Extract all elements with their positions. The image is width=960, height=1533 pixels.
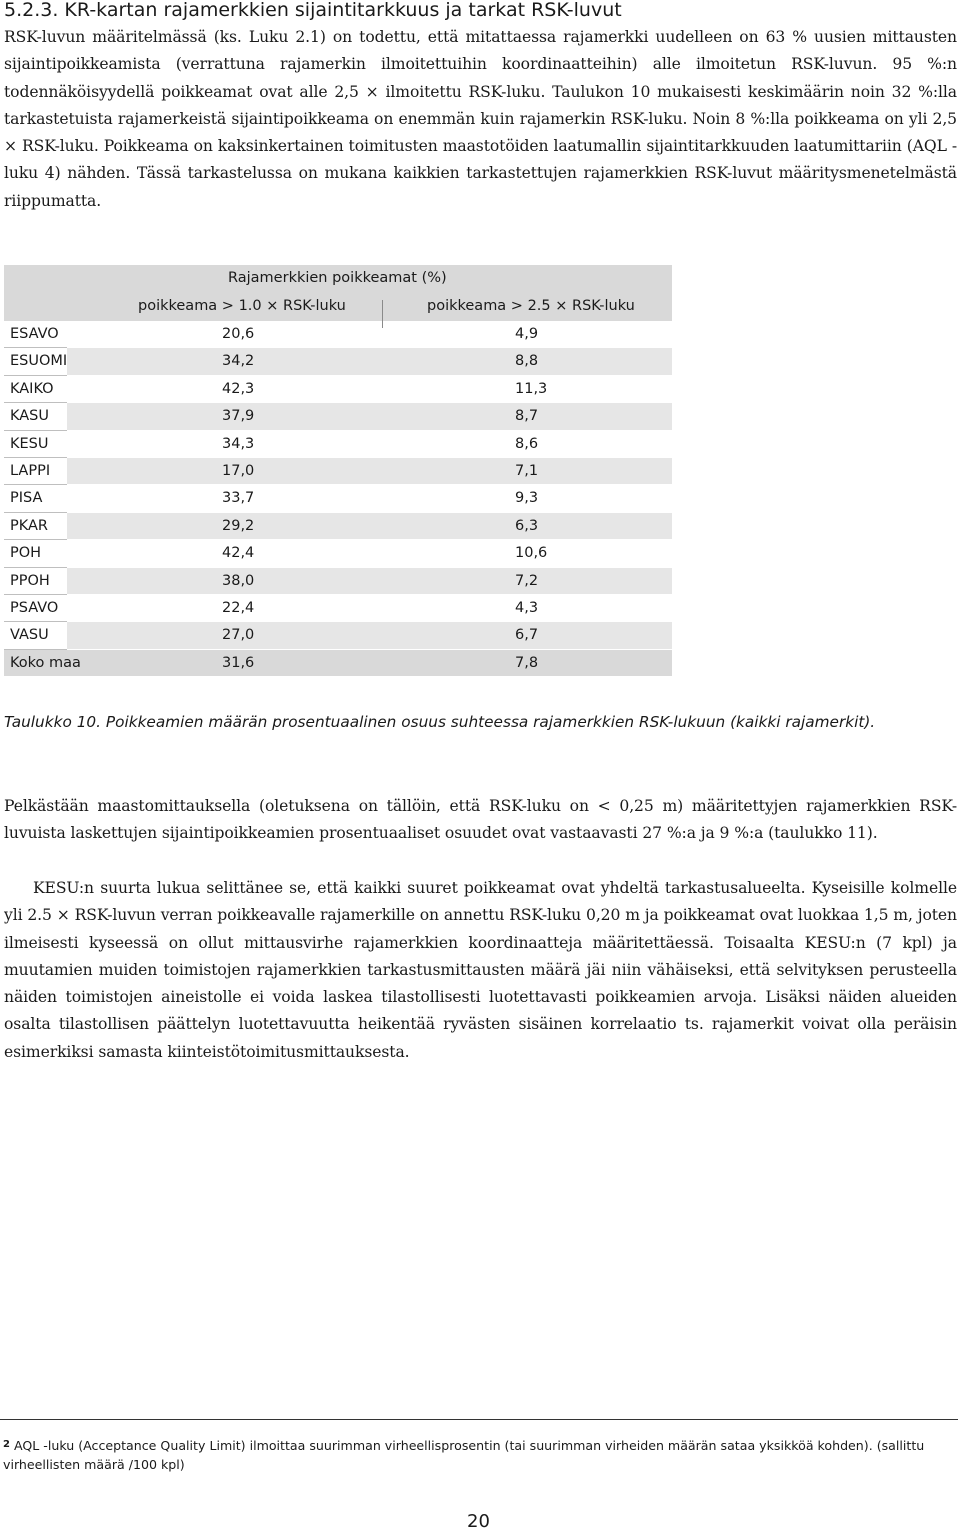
cell-value-2: 7,2 xyxy=(515,572,539,589)
cell-value-2: 11,3 xyxy=(515,380,548,397)
table-row xyxy=(4,321,672,348)
row-background xyxy=(67,595,672,621)
cell-value-1: 22,4 xyxy=(222,599,255,616)
row-background xyxy=(67,513,672,539)
body-paragraph-2: Pelkästään maastomittauksella (oletuksena on tällöin, että RSK-luku on < 0,25 m) määritettyjen rajamerkkien RSK-luvuista laskettujen sijaintipoikkeamien prosentuaaliset osuudet ovat vastaavasti 27 %:a ja 9 %:a (taulukko 11). xyxy=(4,797,957,843)
cell-value-2: 8,7 xyxy=(515,408,539,425)
cell-value-2: 6,7 xyxy=(515,627,539,644)
footnote-divider xyxy=(0,1419,958,1420)
table-group-header-row xyxy=(4,265,672,294)
row-background xyxy=(67,458,672,484)
row-label: PPOH xyxy=(10,572,50,589)
footnote-text: AQL -luku (Acceptance Quality Limit) ilmoittaa suurimman virheellisprosentin (tai suurimman virheiden määrän sataa yksikköä kohden). (sallittu virheellisten määrä /100 kpl) xyxy=(3,1438,925,1472)
row-background xyxy=(67,540,672,566)
cell-value-2: 7,8 xyxy=(515,654,539,671)
row-label: KAIKO xyxy=(10,380,54,397)
table-row xyxy=(4,513,672,540)
row-label: ESAVO xyxy=(10,326,59,342)
cell-value-1: 37,9 xyxy=(222,408,255,425)
row-label: KASU xyxy=(10,408,49,425)
row-label: PISA xyxy=(10,490,43,507)
row-label: PKAR xyxy=(10,517,48,534)
table-group-header: Rajamerkkien poikkeamat (%) xyxy=(228,270,447,286)
cell-value-2: 8,8 xyxy=(515,353,539,370)
page-number: 20 xyxy=(467,1511,490,1532)
footnote-mark: 2 xyxy=(3,1439,10,1450)
row-label: VASU xyxy=(10,627,49,644)
cell-value-1: 29,2 xyxy=(222,517,255,534)
table-row xyxy=(4,458,672,485)
row-background xyxy=(67,485,672,511)
table-row xyxy=(4,431,672,458)
body-paragraph-3: KESU:n suurta lukua selittänee se, että kaikki suuret poikkeamat ovat yhdeltä tarkastusalueelta. Kyseisille kolmelle yli 2.5 × RSK-luvun verran poikkeavalle rajamerkille on annettu RSK-luku 0,20 m ja poikkeamat ovat luokkaa 1,5 m, joten ilmeisesti kyseessä on ollut mittausvirhe rajamerkkien koordinaatteja määritettäessä. Toisaalta KESU:n (7 kpl) ja muutamien muiden toimistojen rajamerkkien tarkastusmittausten määrä jäi niin vähäiseksi, että selvityksen perusteella näiden toimistojen aineistolle ei voida laskea tilastollisesti luotettavasti poikkeamien arvoja. Lisäksi näiden alueiden osalta tilastollisen päättelyn luotettavuutta heikentää ryvästen sisäinen korrelaatio ts. rajamerkit voivat olla peräisin esimerkiksi samasta kiinteistötoimitusmittauksesta. xyxy=(4,879,957,1061)
cell-value-1: 17,0 xyxy=(222,462,255,479)
row-background xyxy=(67,403,672,429)
row-label: PSAVO xyxy=(10,599,59,616)
table-row xyxy=(4,348,672,375)
row-background xyxy=(67,568,672,594)
cell-value-1: 34,3 xyxy=(222,435,255,452)
cell-value-1: 42,4 xyxy=(222,545,255,562)
footnote xyxy=(3,1435,953,1474)
deviation-table xyxy=(4,265,672,677)
cell-value-2: 9,3 xyxy=(515,490,539,507)
table-total-row xyxy=(4,650,672,677)
cell-value-2: 4,9 xyxy=(515,326,539,342)
cell-value-1: 27,0 xyxy=(222,627,255,644)
row-background xyxy=(67,321,672,347)
row-label: POH xyxy=(10,545,42,562)
section-heading: 5.2.3. KR-kartan rajamerkkien sijaintitarkkuus ja tarkat RSK-luvut xyxy=(4,0,622,21)
cell-value-1: 20,6 xyxy=(222,326,255,342)
table-caption: Taulukko 10. Poikkeamien määrän prosentuaalinen osuus suhteessa rajamerkkien RSK-lukuun (kaikki rajamerkit). xyxy=(4,713,876,731)
table-row xyxy=(4,376,672,403)
column-header-2: poikkeama > 2.5 × RSK-luku xyxy=(427,298,635,314)
table-body xyxy=(4,321,672,677)
row-label: Koko maa xyxy=(10,654,81,671)
table-row xyxy=(4,485,672,512)
cell-value-1: 33,7 xyxy=(222,490,255,507)
cell-value-2: 4,3 xyxy=(515,599,539,616)
row-background xyxy=(67,348,672,374)
cell-value-2: 6,3 xyxy=(515,517,539,534)
table-row xyxy=(4,540,672,567)
row-label: ESUOMI xyxy=(10,353,68,370)
row-label: LAPPI xyxy=(10,462,51,479)
cell-value-2: 8,6 xyxy=(515,435,539,452)
body-paragraph-1: RSK-luvun määritelmässä (ks. Luku 2.1) on todettu, että mitattaessa rajamerkki uudelleen on 63 % uusien mittausten sijaintipoikkeamista (verrattuna rajamerkin ilmoitettuihin koordinaatteihin) alle ilmoitetun RSK-luvun. 95 %:n todennäköisyydellä poikkeamat ovat alle 2,5 × ilmoitettu RSK-luku. Taulukon 10 mukaisesti keskimäärin noin 32 %:lla tarkastetuista rajamerkeistä sijaintipoikkeama on enemmän kuin rajamerkin RSK-luku. Noin 8 %:lla poikkeama on yli 2,5 × RSK-luku. Poikkeama on kaksinkertainen toimitusten maastotöiden laatumallin sijaintitarkkuuden laatumittariin (AQL -luku 4) nähden. Tässä tarkastelussa on mukana kaikkien tarkastettujen rajamerkkien RSK-luvut määritysmenetelmästä riippumatta. xyxy=(4,28,957,210)
cell-value-1: 38,0 xyxy=(222,572,255,589)
cell-value-2: 7,1 xyxy=(515,462,539,479)
row-background xyxy=(4,650,672,676)
cell-value-1: 42,3 xyxy=(222,380,255,397)
cell-value-1: 34,2 xyxy=(222,353,255,370)
table-row xyxy=(4,622,672,649)
row-background xyxy=(67,622,672,648)
cell-value-2: 10,6 xyxy=(515,545,548,562)
cell-value-1: 31,6 xyxy=(222,654,255,671)
row-label: KESU xyxy=(10,435,49,452)
row-background xyxy=(67,431,672,457)
table-row xyxy=(4,403,672,430)
table-column-header-row xyxy=(4,294,672,321)
table-row xyxy=(4,595,672,622)
row-background xyxy=(67,376,672,402)
column-header-1: poikkeama > 1.0 × RSK-luku xyxy=(138,298,346,314)
table-row xyxy=(4,568,672,595)
